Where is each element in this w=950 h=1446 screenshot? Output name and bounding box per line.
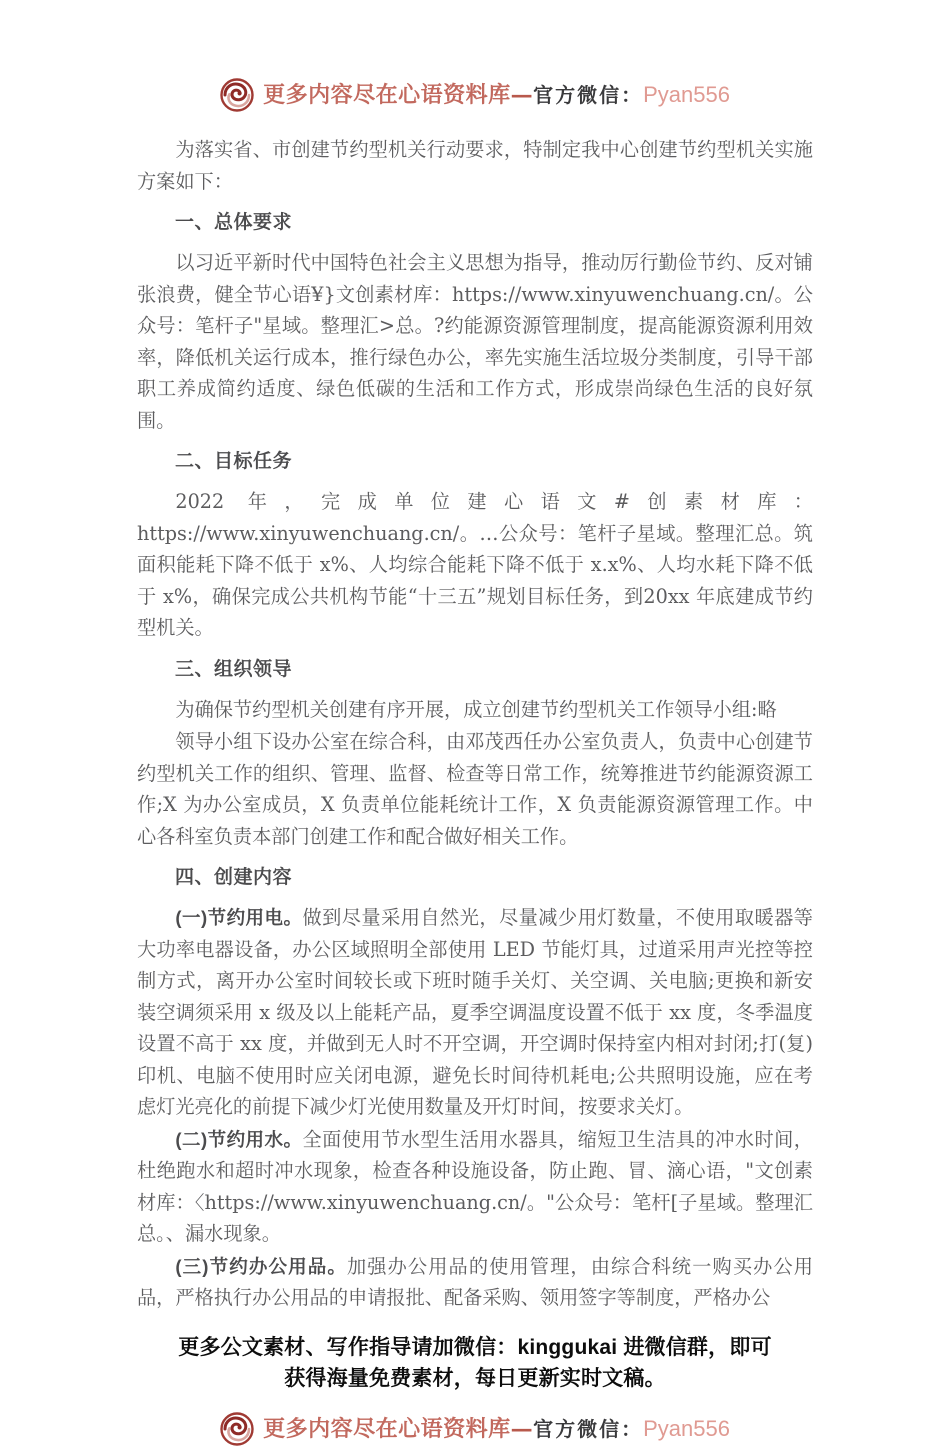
swirl-logo-icon bbox=[220, 1412, 254, 1446]
footer-promo-line-2: 获得海量免费素材，每日更新实时文稿。 bbox=[284, 1366, 666, 1390]
banner-wechat-id: Pyan556 bbox=[643, 1415, 730, 1441]
document-page bbox=[0, 78, 950, 1442]
create-item-2-label: (二)节约用水。 bbox=[175, 1128, 303, 1150]
section-heading-3: 三、组织领导 bbox=[175, 658, 293, 680]
create-item-1-label: (一)节约用电。 bbox=[175, 907, 303, 928]
section-1-paragraph-1: 以习近平新时代中国特色社会主义思想为指导，推动厉行勤俭节约、反对铺张浪费，健全节心语¥}文创素材库：https://www.xinyuwenchuang.cn/。公众号：笔杆子"星域。整理汇>总。?约能源资源管理制度，提高能源资源利用效率，降低机关运行成本，推行绿色办公，率先实施生活垃圾分类制度，引导干部职工养成简约适度、绿色低碳的生活和工作方式，形成崇尚绿色生活的良好氛围。 bbox=[137, 251, 813, 432]
banner-wechat-label: 官方微信： bbox=[533, 83, 644, 107]
swirl-logo-icon bbox=[220, 78, 254, 112]
banner-wechat-id: Pyan556 bbox=[643, 82, 730, 107]
top-promo-banner bbox=[0, 78, 950, 112]
create-item-2-body: 全面使用节水型生活用水器具，缩短卫生洁具的冲水时间，杜绝跑水和超时冲水现象，检查各种设施设备，防止跑、冒、滴心语，"文创素材库：〈https://www.xinyuwenchuang.cn/。"公众号：笔杆[子星域。整理汇总。、漏水现象。 bbox=[137, 1127, 813, 1245]
footer-promo-text bbox=[105, 1315, 845, 1394]
section-2-paragraph-1: 2022 年，完成单位建心语文#创素材库：https://www.xinyuwenchuang.cn/。…公众号：笔杆子星域。整理汇总。筑面积能耗下降不低于 x%、人均综合能耗下降不低于 x.x%、人均水耗下降不低于 x%，确保完成公共机构节能“十三五”规划目标任务，到20xx 年底建成节约型机关。 bbox=[137, 490, 813, 639]
banner-text-group bbox=[263, 1415, 730, 1442]
section-heading-1: 一、总体要求 bbox=[175, 212, 293, 233]
create-item-3-body: 加强办公用品的使用管理，由综合科统一购买办公用品，严格执行办公用品的申请报批、配备采购、领用签字等制度，严格办公 bbox=[137, 1254, 813, 1309]
intro-paragraph: 为落实省、市创建节约型机关行动要求，特制定我中心创建节约型机关实施方案如下： bbox=[137, 138, 813, 193]
footer-promo-line-1: 更多公文素材、写作指导请加微信：kinggukai 进微信群，即可 bbox=[178, 1335, 772, 1359]
create-item-2 bbox=[137, 1124, 813, 1250]
create-item-3-label: (三)节约办公用品。 bbox=[175, 1255, 347, 1277]
create-item-3 bbox=[137, 1251, 813, 1314]
banner-dash: — bbox=[510, 1415, 534, 1442]
banner-title-red: 更多内容尽在心语资料库 bbox=[263, 82, 511, 108]
banner-text-group bbox=[263, 84, 730, 106]
banner-dash: — bbox=[510, 82, 534, 108]
section-3-paragraph-1: 为确保节约型机关创建有序开展，成立创建节约型机关工作领导小组:略 bbox=[175, 697, 777, 721]
bottom-promo-banner bbox=[0, 1412, 950, 1446]
section-heading-4: 四、创建内容 bbox=[175, 867, 293, 888]
create-item-1-body: 做到尽量采用自然光，尽量减少用灯数量，不使用取暖器等大功率电器设备，办公区域照明全部使用 LED 节能灯具，过道采用声光控等控制方式，离开办公室时间较长或下班时随手关灯、关空调、关电脑;更换和新安装空调须采用 x 级及以上能耗产品，夏季空调温度设置不低于 xx 度，冬季温度设置不高于 xx 度，并做到无人时不开空调，开空调时保持室内相对封闭;打(复)印机、电脑不使用时应关闭电源，避免长时间待机耗电;公共照明设施，应在考虑灯光亮化的前提下减少灯光使用数量及开灯时间，按要求关灯。 bbox=[137, 906, 813, 1118]
section-3-paragraph-2: 领导小组下设办公室在综合科，由邓茂西任办公室负责人，负责中心创建节约型机关工作的组织、管理、监督、检查等日常工作，统筹推进节约能源资源工作;X 为办公室成员，X 负责单位能耗统计工作，X 负责能源资源管理工作。中心各科室负责本部门创建工作和配合做好相关工作。 bbox=[137, 730, 813, 848]
banner-title-red: 更多内容尽在心语资料库 bbox=[263, 1415, 511, 1442]
section-heading-2: 二、目标任务 bbox=[175, 451, 293, 472]
create-item-1 bbox=[137, 902, 813, 1123]
banner-wechat-label: 官方微信： bbox=[533, 1416, 644, 1441]
document-content bbox=[137, 112, 813, 1314]
